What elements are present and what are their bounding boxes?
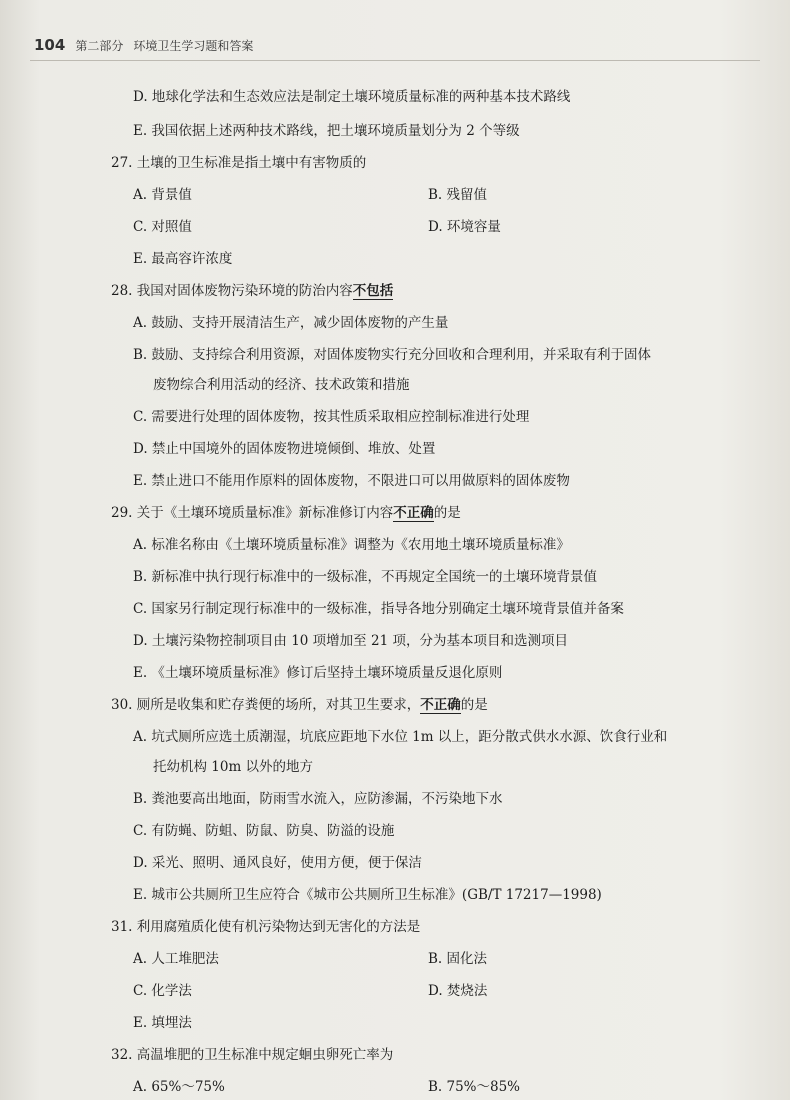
answer-option	[133, 886, 602, 904]
answer-option	[133, 218, 192, 236]
answer-option	[153, 376, 410, 394]
line-text: 28. 我国对固体废物污染环境的防治内容	[111, 283, 353, 299]
line-text: D. 焚烧法	[428, 983, 488, 999]
line-text: E. 填埋法	[133, 1015, 192, 1031]
line-text: 托幼机构 10m 以外的地方	[153, 759, 314, 775]
answer-option	[133, 122, 520, 140]
question-stem	[111, 282, 393, 300]
emphasis-underline: 不正确	[393, 505, 434, 521]
line-text: B. 新标准中执行现行标准中的一级标准，不再规定全国统一的土壤环境背景值	[133, 569, 598, 585]
answer-option	[133, 408, 529, 426]
line-text: C. 国家另行制定现行标准中的一级标准，指导各地分别确定土壤环境背景值并备案	[133, 601, 624, 617]
line-text: 废物综合利用活动的经济、技术政策和措施	[153, 377, 410, 393]
page-header	[34, 36, 253, 56]
line-text: 27. 土壤的卫生标准是指土壤中有害物质的	[111, 155, 367, 171]
line-text-tail: 的是	[433, 505, 461, 521]
line-text: B. 75%～85%	[428, 1079, 521, 1095]
line-text: 30. 厕所是收集和贮存粪便的场所，对其卫生要求，	[111, 697, 421, 713]
line-text: C. 化学法	[133, 983, 192, 999]
answer-option	[133, 790, 503, 808]
line-text: B. 粪池要高出地面，防雨雪水流入，应防渗漏，不污染地下水	[133, 791, 503, 807]
answer-option	[133, 728, 667, 746]
answer-option	[133, 346, 651, 364]
line-text: D. 禁止中国境外的固体废物进境倾倒、堆放、处置	[133, 441, 436, 457]
line-text: C. 需要进行处理的固体废物，按其性质采取相应控制标准进行处理	[133, 409, 530, 425]
line-text: B. 鼓励、支持综合利用资源，对固体废物实行充分回收和合理利用，并采取有利于固体	[133, 347, 652, 363]
answer-option	[133, 250, 232, 268]
answer-option	[133, 950, 219, 968]
answer-option	[133, 186, 192, 204]
answer-option	[133, 1078, 225, 1096]
answer-option	[428, 218, 501, 236]
line-text: D. 采光、照明、通风良好，使用方便，便于保洁	[133, 855, 422, 871]
answer-option	[428, 982, 487, 1000]
answer-option	[133, 854, 422, 872]
answer-option	[133, 632, 568, 650]
line-text: C. 有防蝇、防蛆、防鼠、防臭、防溢的设施	[133, 823, 395, 839]
line-text: A. 人工堆肥法	[133, 951, 219, 967]
question-stem	[111, 1046, 393, 1064]
answer-option	[428, 1078, 520, 1096]
line-text: 32. 高温堆肥的卫生标准中规定蛔虫卵死亡率为	[111, 1047, 394, 1063]
line-text: A. 鼓励、支持开展清洁生产，减少固体废物的产生量	[133, 315, 449, 331]
line-text: B. 固化法	[428, 951, 488, 967]
line-text: A. 背景值	[133, 187, 192, 203]
question-stem	[111, 696, 488, 714]
answer-option	[133, 822, 394, 840]
line-text: A. 65%～75%	[133, 1079, 225, 1095]
line-text: C. 对照值	[133, 219, 192, 235]
answer-option	[133, 88, 570, 106]
line-text: E. 禁止进口不能用作原料的固体废物，不限进口可以用做原料的固体废物	[133, 473, 570, 489]
answer-option	[428, 950, 487, 968]
header-rule	[30, 60, 760, 61]
line-text: D. 环境容量	[428, 219, 501, 235]
answer-option	[133, 664, 502, 682]
line-text: 29. 关于《土壤环境质量标准》新标准修订内容	[111, 505, 394, 521]
answer-option	[133, 536, 570, 554]
question-stem	[111, 504, 461, 522]
answer-option	[133, 1014, 192, 1032]
answer-option	[133, 440, 435, 458]
line-text: A. 坑式厕所应选土质潮湿，坑底应距地下水位 1m 以上，距分散式供水水源、饮食行业和	[133, 729, 668, 745]
emphasis-underline: 不正确	[420, 697, 461, 713]
chapter-title: 环境卫生学习题和答案	[133, 39, 254, 53]
line-text: D. 土壤污染物控制项目由 10 项增加至 21 项，分为基本项目和选测项目	[133, 633, 568, 649]
question-stem	[111, 154, 366, 172]
answer-option	[133, 314, 448, 332]
section-label: 第二部分	[75, 39, 124, 53]
line-text: 31. 利用腐殖质化使有机污染物达到无害化的方法是	[111, 919, 421, 935]
question-stem	[111, 918, 420, 936]
answer-option	[428, 186, 487, 204]
line-text: B. 残留值	[428, 187, 488, 203]
line-text: E. 我国依据上述两种技术路线，把土壤环境质量划分为 2 个等级	[133, 123, 520, 139]
answer-option	[133, 568, 597, 586]
line-text: E. 《土壤环境质量标准》修订后坚持土壤环境质量反退化原则	[133, 665, 503, 681]
answer-option	[133, 600, 624, 618]
answer-option	[153, 758, 313, 776]
line-text: E. 城市公共厕所卫生应符合《城市公共厕所卫生标准》(GB/T 17217—1998)	[133, 887, 602, 903]
line-text-tail: 的是	[460, 697, 488, 713]
page-number: 104	[34, 36, 66, 54]
line-text: E. 最高容许浓度	[133, 251, 233, 267]
answer-option	[133, 982, 192, 1000]
answer-option	[133, 472, 570, 490]
line-text: D. 地球化学法和生态效应法是制定土壤环境质量标准的两种基本技术路线	[133, 89, 571, 105]
line-text: A. 标准名称由《土壤环境质量标准》调整为《农用地土壤环境质量标准》	[133, 537, 570, 553]
emphasis-underline: 不包括	[352, 283, 394, 299]
